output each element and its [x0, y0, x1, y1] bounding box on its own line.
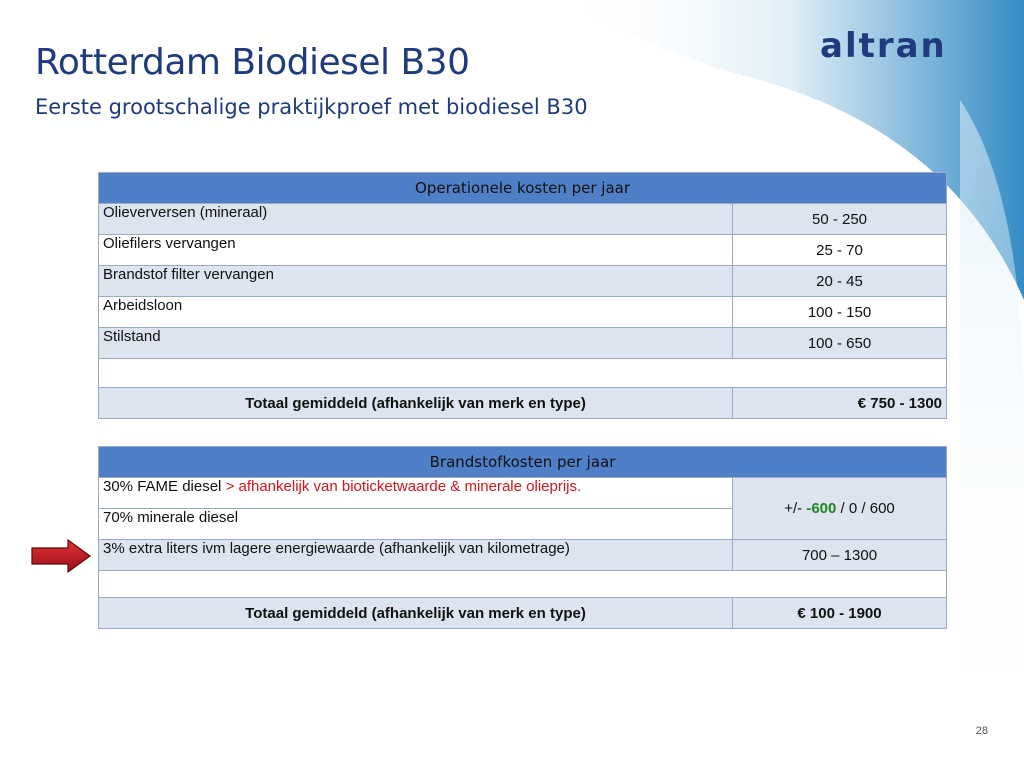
total-row [99, 598, 947, 629]
fame-row-label [99, 478, 733, 509]
row-label: 3% extra liters ivm lagere energiewaarde (afhankelijk van kilometrage) [99, 540, 733, 571]
table-row [99, 478, 947, 509]
row-label: Stilstand [99, 328, 733, 359]
slide-title: Rotterdam Biodiesel B30 [35, 42, 470, 83]
table-row [99, 297, 947, 328]
total-label: Totaal gemiddeld (afhankelijk van merk en type) [99, 598, 733, 629]
row-label: Arbeidsloon [99, 297, 733, 328]
merged-value [733, 478, 947, 540]
slide-subtitle: Eerste grootschalige praktijkproef met biodiesel B30 [35, 95, 588, 119]
row-value: 100 - 150 [733, 297, 947, 328]
table-row [99, 266, 947, 297]
row-value: 25 - 70 [733, 235, 947, 266]
merged-suffix: / 0 / 600 [836, 500, 895, 517]
merged-highlight: -600 [806, 500, 837, 517]
operational-costs-table [98, 172, 947, 419]
fame-note: > afhankelijk van bioticketwaarde & minerale olieprijs. [225, 478, 582, 495]
red-arrow-icon [30, 538, 92, 574]
table-row [99, 540, 947, 571]
fuel-costs-table [98, 446, 947, 629]
total-value: € 100 - 1900 [733, 598, 947, 629]
table-row [99, 328, 947, 359]
table-row [99, 235, 947, 266]
total-value: € 750 - 1300 [733, 388, 947, 419]
altran-logo: altran [820, 26, 947, 66]
row-label: 70% minerale diesel [99, 509, 733, 540]
row-label: Oliefilers vervangen [99, 235, 733, 266]
fame-label: 30% FAME diesel [103, 478, 226, 495]
empty-row [99, 359, 947, 388]
table-row [99, 204, 947, 235]
empty-row [99, 571, 947, 598]
total-label: Totaal gemiddeld (afhankelijk van merk en type) [99, 388, 733, 419]
page-number: 28 [975, 725, 988, 737]
table1-header: Operationele kosten per jaar [99, 173, 947, 204]
row-value: 700 – 1300 [733, 540, 947, 571]
row-label: Olieverversen (mineraal) [99, 204, 733, 235]
table2-header: Brandstofkosten per jaar [99, 447, 947, 478]
row-value: 100 - 650 [733, 328, 947, 359]
row-label: Brandstof filter vervangen [99, 266, 733, 297]
row-value: 20 - 45 [733, 266, 947, 297]
total-row [99, 388, 947, 419]
row-value: 50 - 250 [733, 204, 947, 235]
merged-prefix: +/- [784, 500, 807, 517]
